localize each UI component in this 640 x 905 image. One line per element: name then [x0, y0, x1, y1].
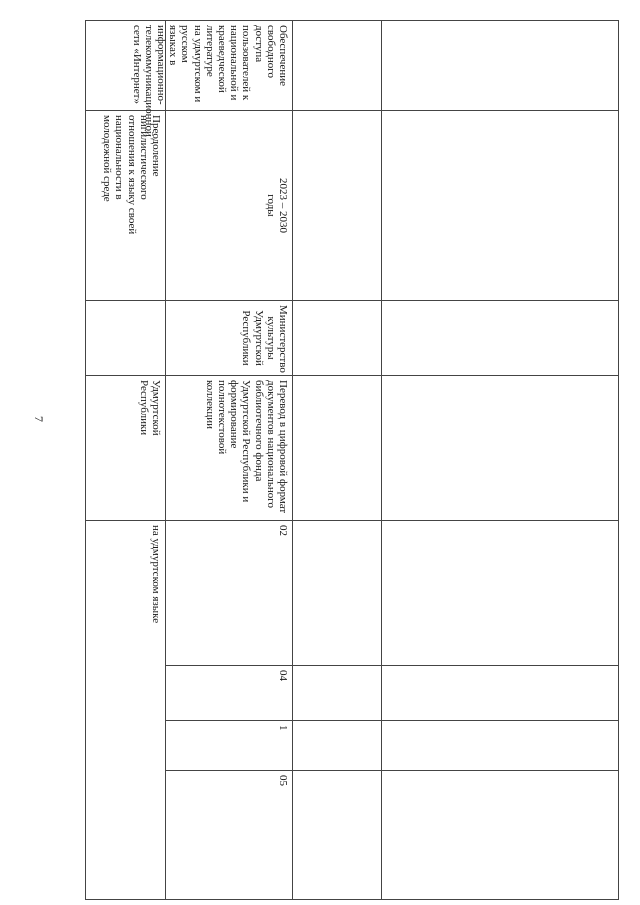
document-table — [85, 20, 619, 900]
row-0-cell-5: на удмуртском языке — [150, 525, 162, 624]
row-0-cell-8: Преодоление нигилистического отношения к языку своей национальности в молодежной среде — [101, 115, 162, 235]
row-1-cell-7: 2023 – 2030 годы — [264, 178, 289, 233]
row-1-cell-4: 02 — [277, 525, 289, 536]
row-1-cell-3: 04 — [277, 670, 289, 681]
row-1-cell-1: 05 — [277, 775, 289, 786]
row-1-cell-8: Обеспечение свободного доступа пользователей к национальной и краеведческой литературе на удмуртском и русском языках в информационно- телекоммуникационной сети «Интернет» — [130, 25, 289, 137]
row-1-cell-6: Министерство культуры Удмуртской Республики — [240, 305, 289, 373]
page-number: 7 — [32, 416, 46, 422]
row-1-cell-2: 1 — [277, 725, 289, 731]
row-0-cell-6: Удмуртской Республики — [137, 380, 162, 436]
row-1-cell-5: Перевод в цифровой формат документов национального библиотечного фонда Удмуртской Республики и формирование полнотекстовой коллекции — [203, 380, 289, 514]
